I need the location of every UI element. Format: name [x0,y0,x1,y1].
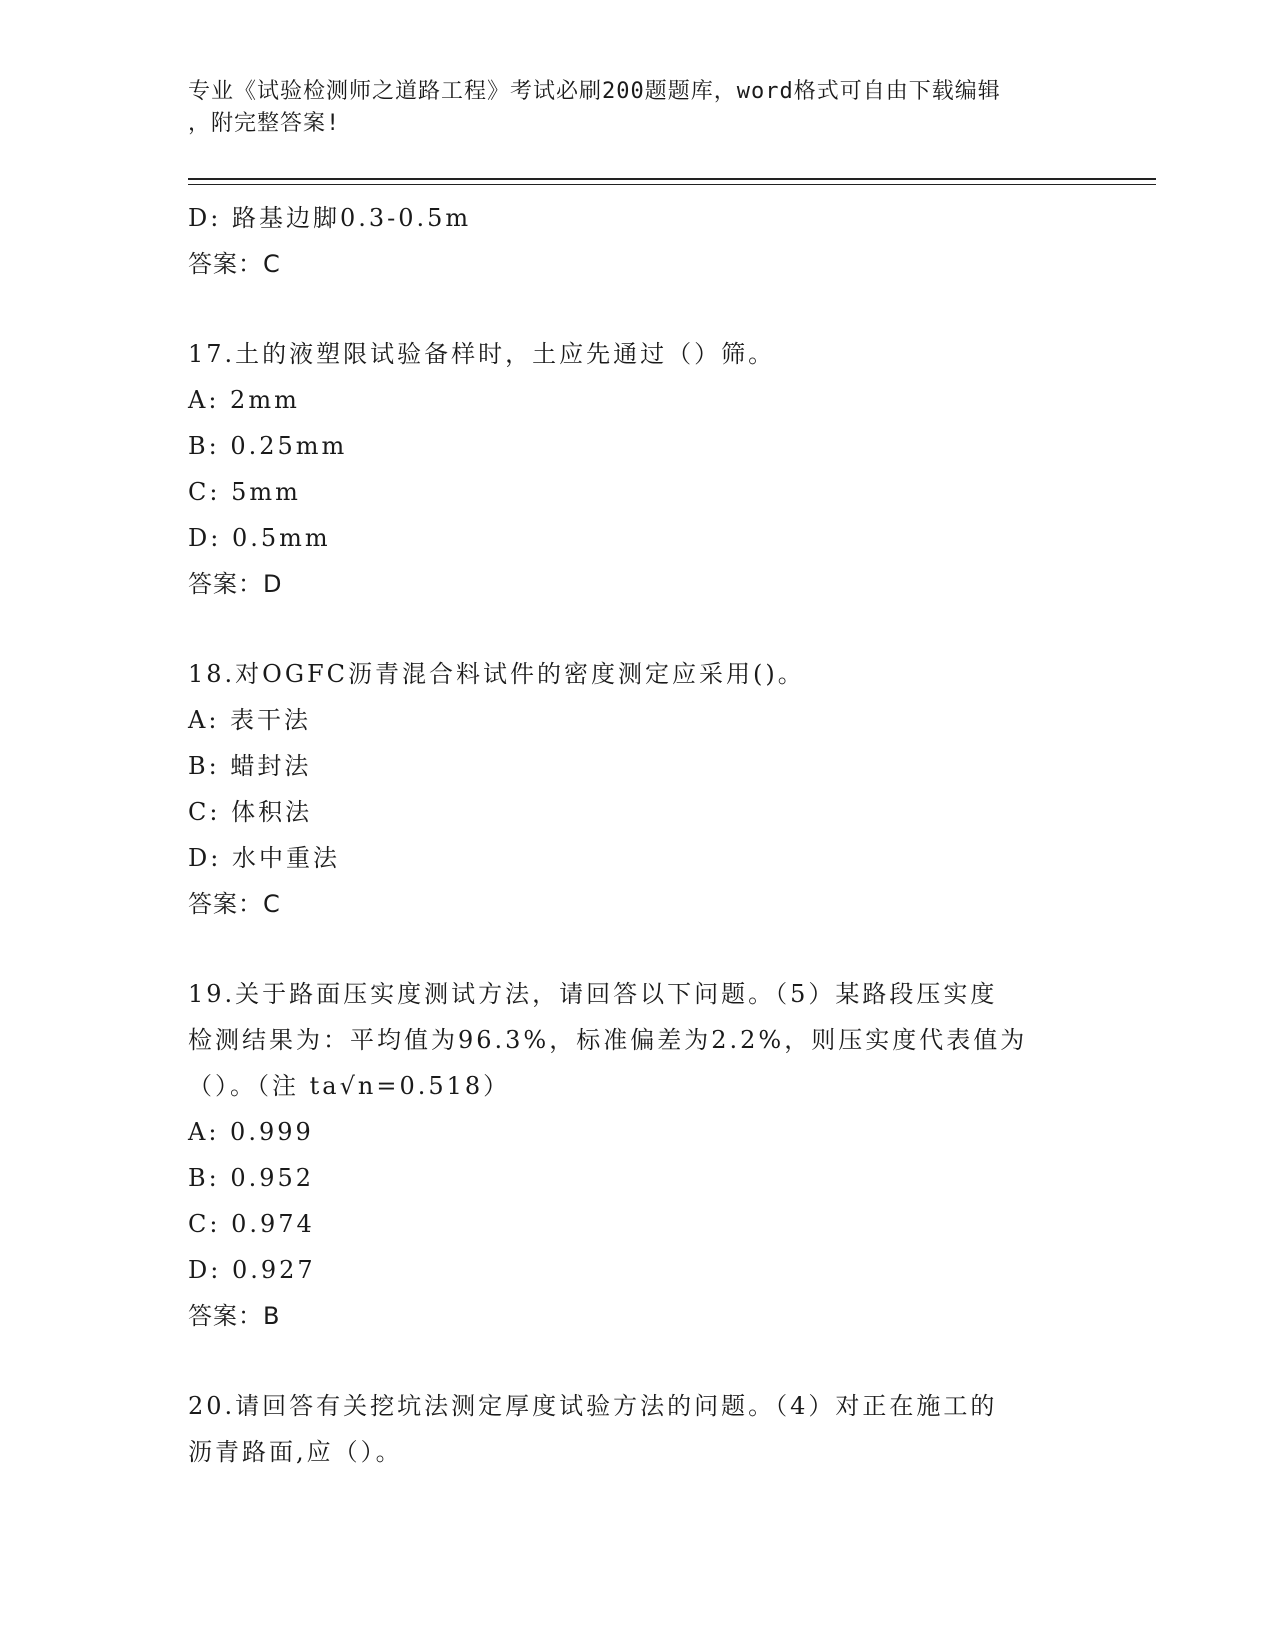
option-d: D: 0.5mm [188,524,331,552]
option-d: D: 水中重法 [188,844,340,872]
page-header [188,76,1088,140]
question-text-line-1: 20.请回答有关挖坑法测定厚度试验方法的问题。（4）对正在施工的 [188,1392,998,1420]
header-divider-thick [188,178,1156,180]
option-c: C: 5mm [188,478,301,506]
question-20 [188,1383,1068,1475]
prev-answer: 答案：C [188,250,281,278]
question-text: 18.对OGFC沥青混合料试件的密度测定应采用()。 [188,660,805,688]
question-18 [188,651,1068,927]
option-b: B: 0.952 [188,1164,315,1192]
option-a: A: 2mm [188,386,300,414]
header-divider-thin [188,184,1156,185]
option-a: A: 表干法 [188,706,312,734]
question-content [188,195,1068,1475]
answer: 答案：C [188,890,281,918]
answer: 答案：D [188,570,283,598]
question-19 [188,971,1068,1339]
option-c: C: 0.974 [188,1210,315,1238]
question-text-line-2: 检测结果为：平均值为96.3%，标准偏差为2.2%，则压实度代表值为 [188,1026,1028,1054]
option-c: C: 体积法 [188,798,313,826]
option-d: D: 0.927 [188,1256,316,1284]
question-text-line-1: 19.关于路面压实度测试方法，请回答以下问题。（5）某路段压实度 [188,980,998,1008]
header-line-1: 专业《试验检测师之道路工程》考试必刷200题题库，word格式可自由下载编辑 [188,79,1001,104]
question-text-line-2: 沥青路面,应（）。 [188,1438,403,1466]
option-b: B: 蜡封法 [188,752,312,780]
question-text: 17.土的液塑限试验备样时，土应先通过（）筛。 [188,340,776,368]
option-a: A: 0.999 [188,1118,314,1146]
question-17 [188,331,1068,607]
header-line-2: ，附完整答案! [188,111,341,136]
answer: 答案：B [188,1302,281,1330]
option-b: B: 0.25mm [188,432,348,460]
prev-option-d: D: 路基边脚0.3-0.5m [188,204,472,232]
question-text-line-3: （）。（注 ta√n=0.518） [188,1072,511,1100]
